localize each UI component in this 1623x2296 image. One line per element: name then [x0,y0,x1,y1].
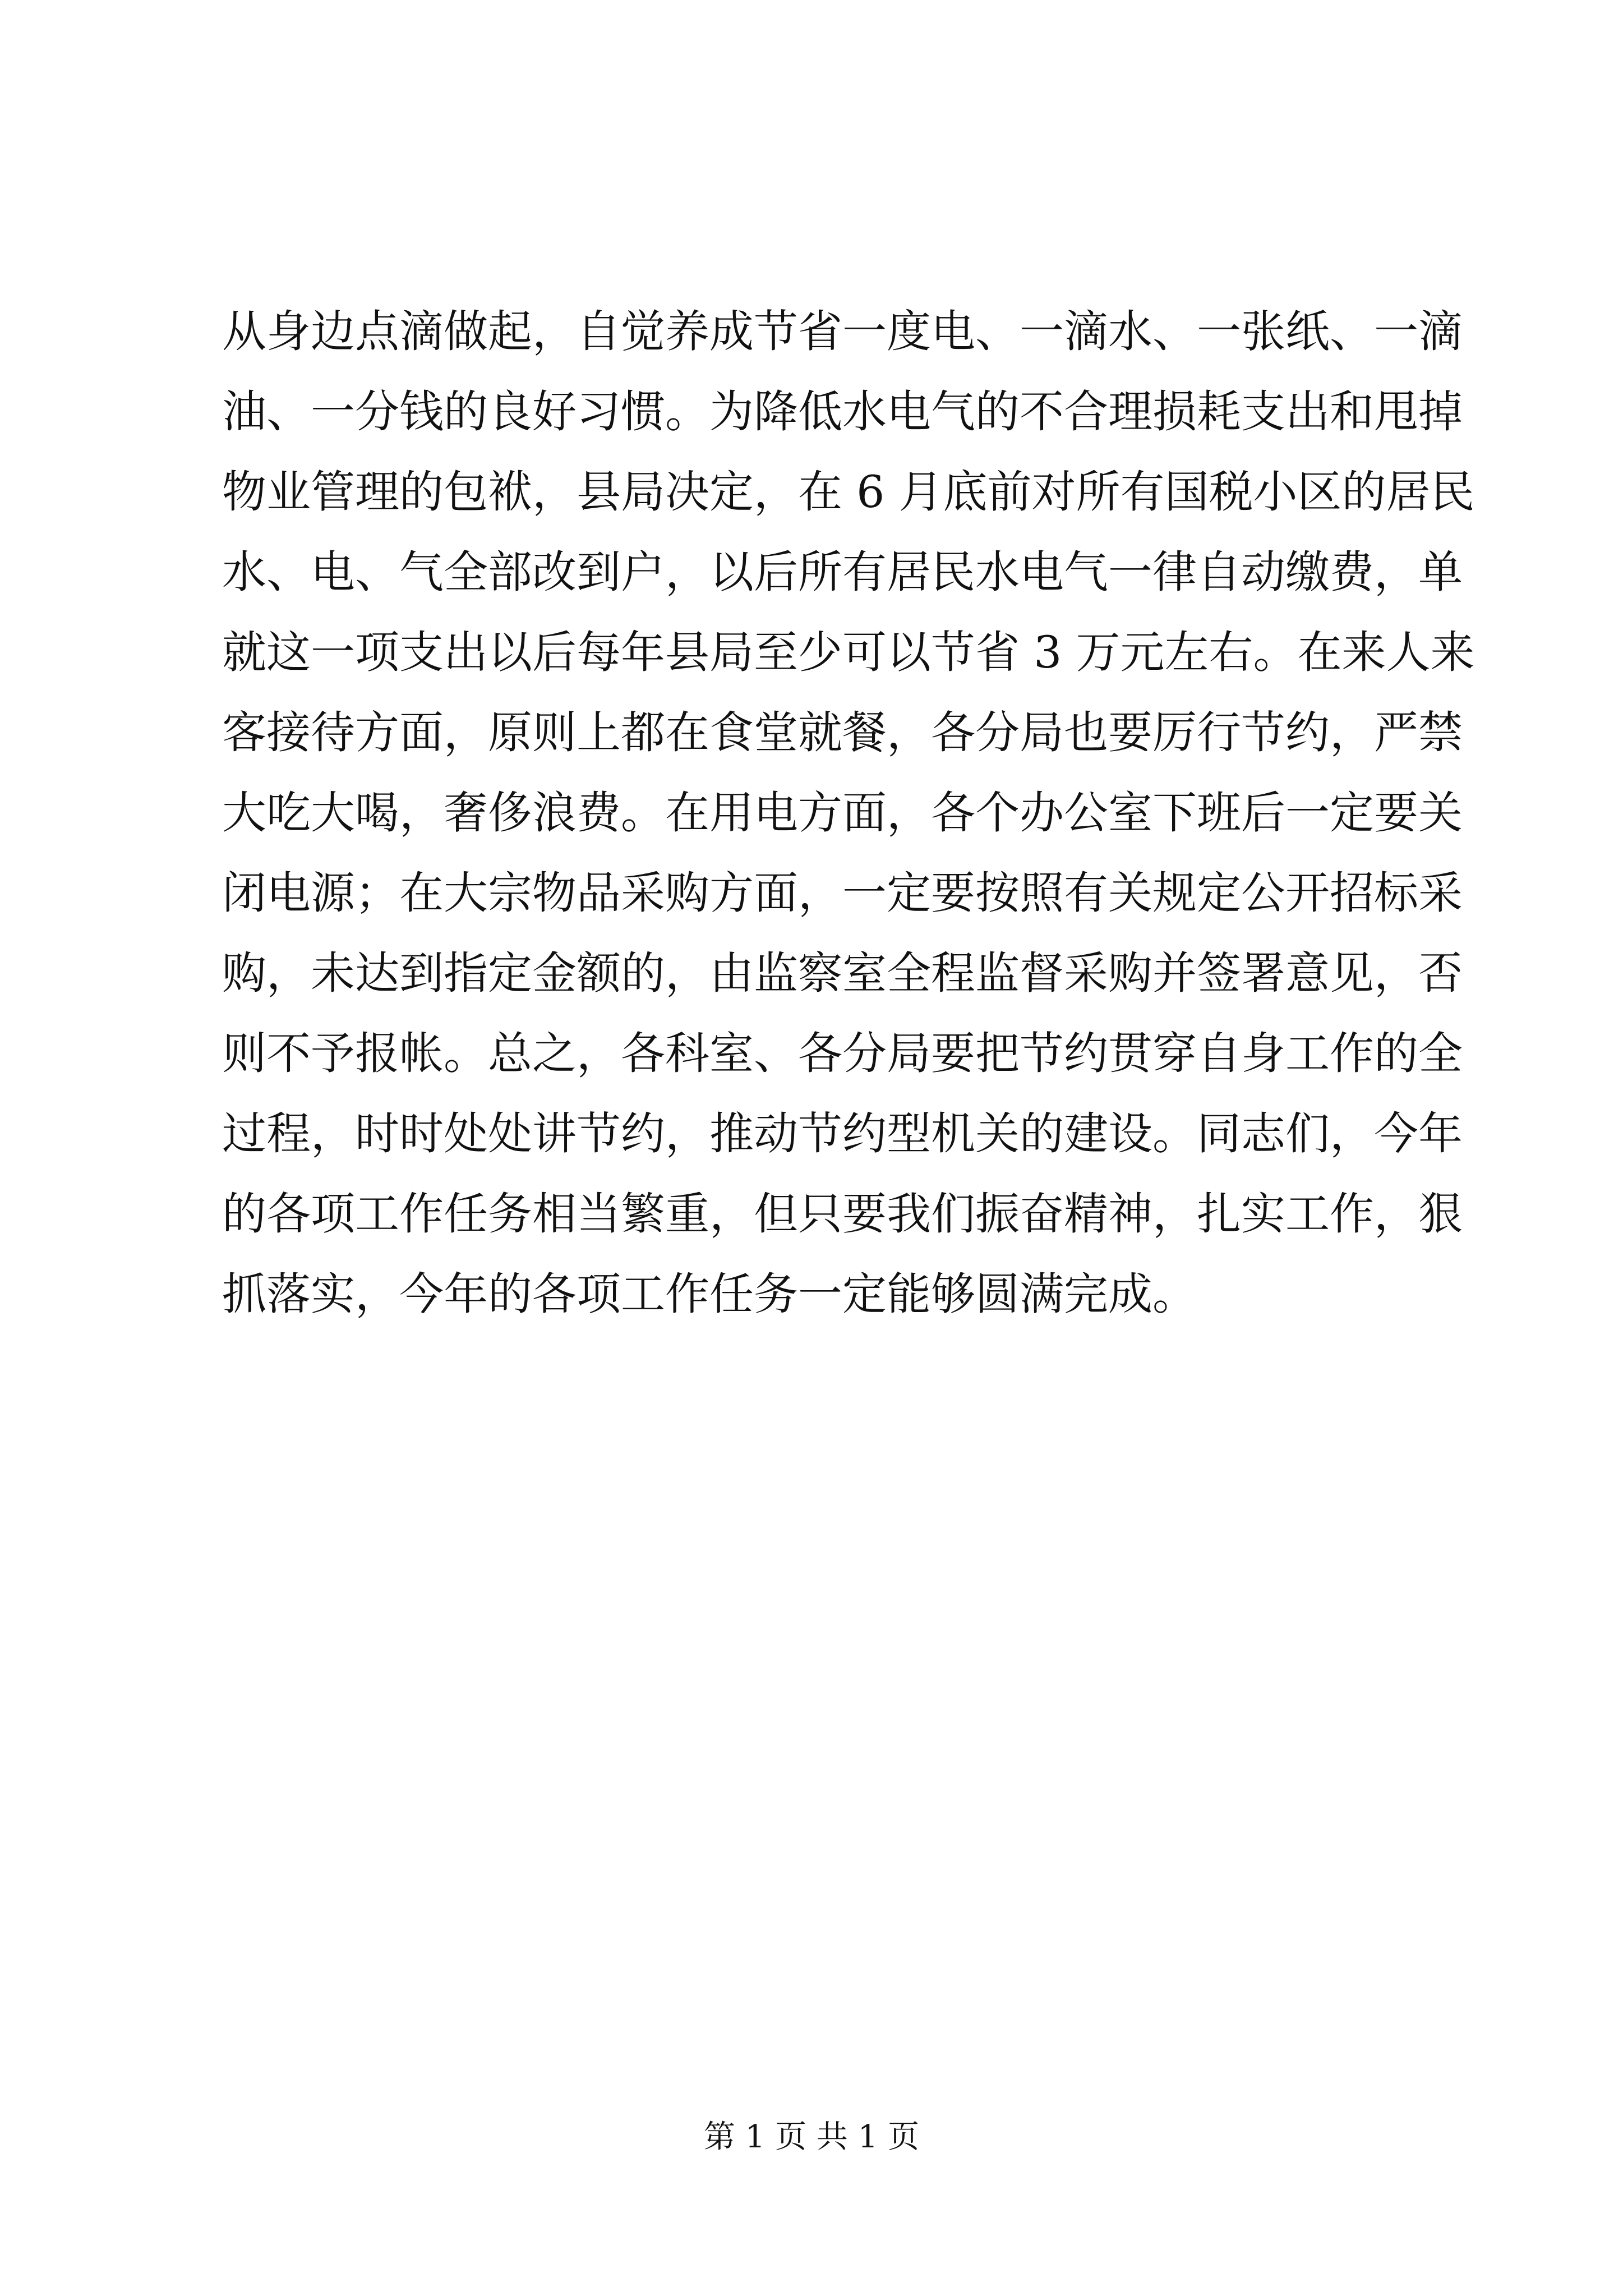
paragraph-line: 则不予报帐。总之，各科室、各分局要把节约贯穿自身工作的全 [222,1028,1463,1079]
page-number-footer: 第 1 页 共 1 页 [703,2119,920,2155]
paragraph-line: 购，未达到指定金额的，由监察室全程监督采购并签署意见，否 [222,947,1463,999]
paragraph-line: 物业管理的包袱，县局决定，在 6 月底前对所有国税小区的居民 [222,466,1475,518]
paragraph-line: 就这一项支出以后每年县局至少可以节省 3 万元左右。在来人来 [222,627,1475,678]
body-paragraph [222,292,1475,1335]
paragraph-line: 闭电源；在大宗物品采购方面，一定要按照有关规定公开招标采 [222,867,1463,919]
paragraph-line: 的各项工作任务相当繁重，但只要我们振奋精神，扎实工作，狠 [222,1188,1463,1240]
paragraph-line: 油、一分钱的良好习惯。为降低水电气的不合理损耗支出和甩掉 [222,386,1463,438]
paragraph-line: 水、电、气全部改到户，以后所有居民水电气一律自动缴费，单 [222,546,1463,598]
paragraph-line: 抓落实，今年的各项工作任务一定能够圆满完成。 [222,1268,1197,1320]
paragraph-line: 从身边点滴做起，自觉养成节省一度电、一滴水、一张纸、一滴 [222,306,1463,357]
paragraph-line: 过程，时时处处讲节约，推动节约型机关的建设。同志们，今年 [222,1108,1463,1159]
paragraph-line: 大吃大喝，奢侈浪费。在用电方面，各个办公室下班后一定要关 [222,787,1463,839]
paragraph-line: 客接待方面，原则上都在食堂就餐，各分局也要厉行节约，严禁 [222,707,1463,758]
